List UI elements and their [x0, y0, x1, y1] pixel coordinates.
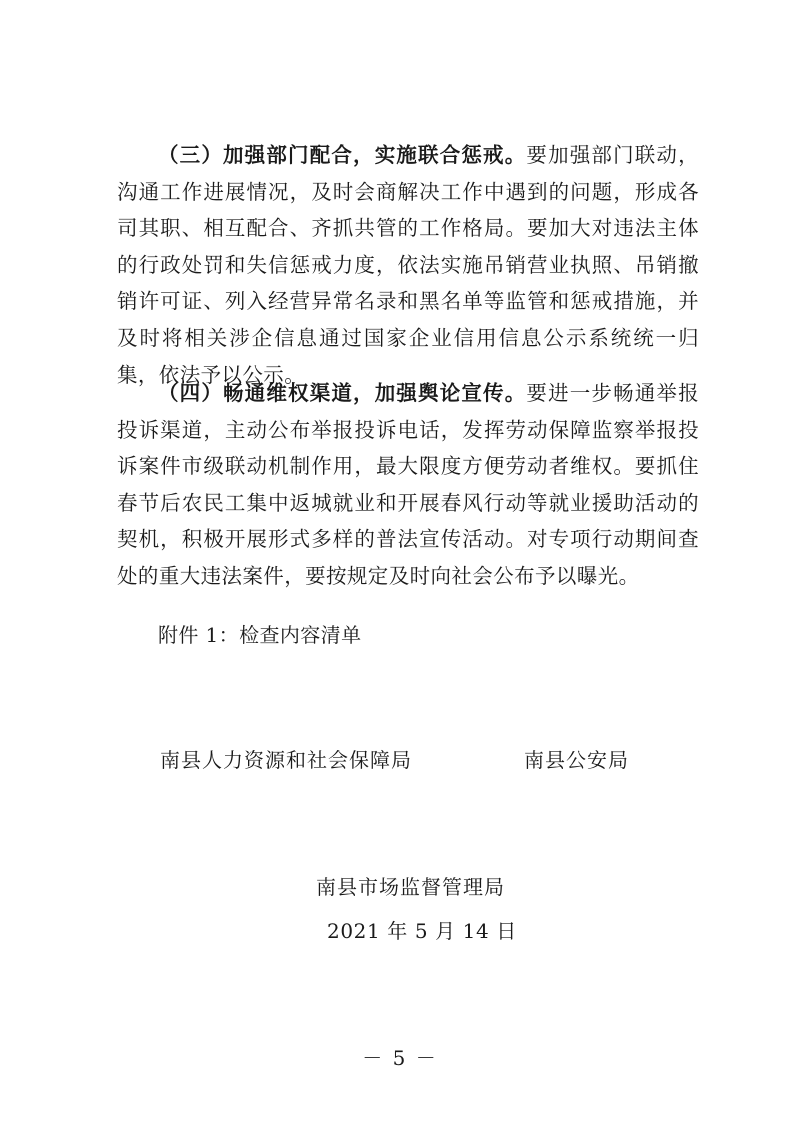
paragraph-rights-channels [117, 375, 699, 595]
signature-market-supervision: 南县市场监督管理局 [316, 875, 505, 899]
issue-date: 2021 年 5 月 14 日 [327, 919, 517, 943]
paragraph-body: 要进一步畅通举报投诉渠道，主动公布举报投诉电话，发挥劳动保障监察举报投诉案件市级联动机制作用，最大限度方便劳动者维权。要抓住春节后农民工集中返城就业和开展春风行动等就业援助活动的契机，积极开展形式多样的普法宣传活动。对专项行动期间查处的重大违法案件，要按规定及时向社会公布予以曝光。 [117, 381, 699, 588]
paragraph-heading: （四）畅通维权渠道，加强舆论宣传。 [158, 381, 527, 405]
paragraph-heading: （三）加强部门配合，实施联合惩戒。 [158, 143, 527, 167]
page-number: － 5 － [362, 1046, 438, 1070]
paragraph-body: 要加强部门联动，沟通工作进展情况，及时会商解决工作中遇到的问题，形成各司其职、相互配合、齐抓共管的工作格局。要加大对违法主体的行政处罚和失信惩戒力度，依法实施吊销营业执照、吊销撤销许可证、列入经营异常名录和黑名单等监管和惩戒措施，并及时将相关涉企信息通过国家企业信用信息公示系统统一归集，依法予以公示。 [117, 143, 699, 387]
paragraph-joint-punishment [117, 137, 699, 393]
attachment-note: 附件 1：检查内容清单 [158, 623, 362, 647]
signature-public-security: 南县公安局 [524, 748, 629, 772]
signature-hr-bureau: 南县人力资源和社会保障局 [160, 748, 412, 772]
